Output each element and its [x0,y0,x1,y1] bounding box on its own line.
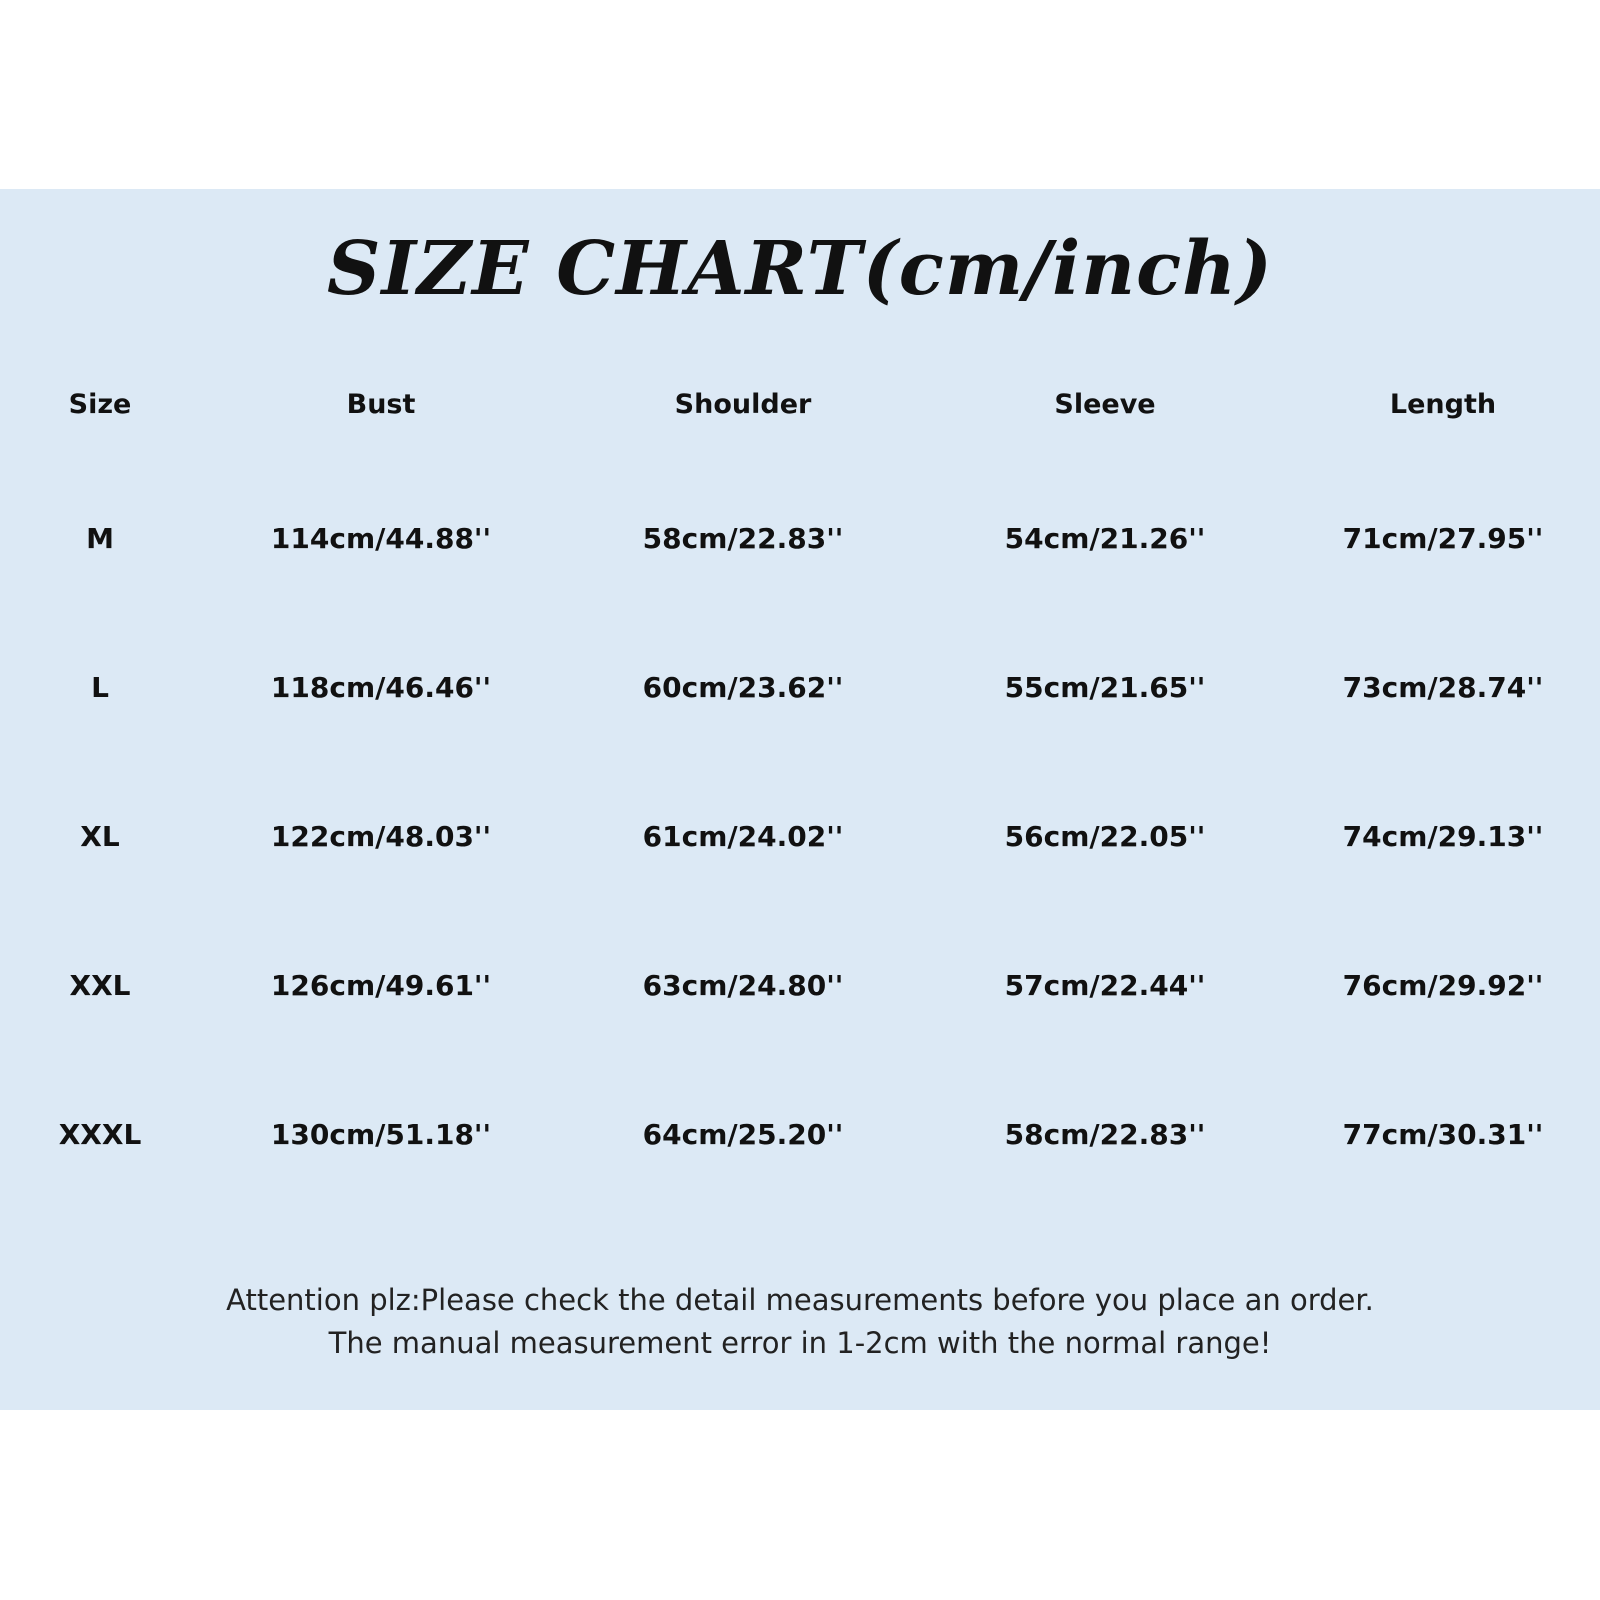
cell-shoulder: 58cm/22.83'' [642,522,844,555]
note-line-1: Attention plz:Please check the detail measurements before you place an order. [226,1283,1374,1317]
measurement-note [0,1279,1600,1365]
header-bust: Bust [346,388,416,420]
cell-shoulder: 60cm/23.62'' [642,671,844,704]
header-shoulder: Shoulder [674,388,812,420]
header-sleeve: Sleeve [1054,388,1156,420]
cell-bust: 118cm/46.46'' [270,671,492,704]
cell-size: M [86,522,114,555]
cell-bust: 122cm/48.03'' [270,820,492,853]
table-row [0,762,1600,911]
cell-sleeve: 55cm/21.65'' [1004,671,1206,704]
note-line-2: The manual measurement error in 1-2cm with the normal range! [328,1326,1272,1360]
cell-bust: 114cm/44.88'' [270,522,492,555]
cell-sleeve: 58cm/22.83'' [1004,1118,1206,1151]
cell-bust: 130cm/51.18'' [270,1118,492,1151]
table-row [0,424,1600,613]
header-length: Length [1389,388,1497,420]
cell-size: L [91,671,109,704]
cell-sleeve: 57cm/22.44'' [1004,969,1206,1002]
cell-length: 74cm/29.13'' [1342,820,1544,853]
cell-shoulder: 61cm/24.02'' [642,820,844,853]
cell-length: 76cm/29.92'' [1342,969,1544,1002]
table-row [0,1060,1600,1209]
header-size: Size [68,388,132,420]
cell-shoulder: 64cm/25.20'' [642,1118,844,1151]
size-table [0,384,1600,1209]
cell-bust: 126cm/49.61'' [270,969,492,1002]
table-header-row [0,384,1600,424]
table-row [0,911,1600,1060]
cell-shoulder: 63cm/24.80'' [642,969,844,1002]
table-row [0,613,1600,762]
cell-size: XXL [69,969,131,1002]
cell-sleeve: 54cm/21.26'' [1004,522,1206,555]
cell-size: XL [80,820,120,853]
cell-sleeve: 56cm/22.05'' [1004,820,1206,853]
cell-length: 73cm/28.74'' [1342,671,1544,704]
size-chart-panel [0,189,1600,1410]
cell-size: XXXL [58,1118,142,1151]
cell-length: 77cm/30.31'' [1342,1118,1544,1151]
cell-length: 71cm/27.95'' [1342,522,1544,555]
chart-title: SIZE CHART(cm/inch) [327,226,1273,312]
